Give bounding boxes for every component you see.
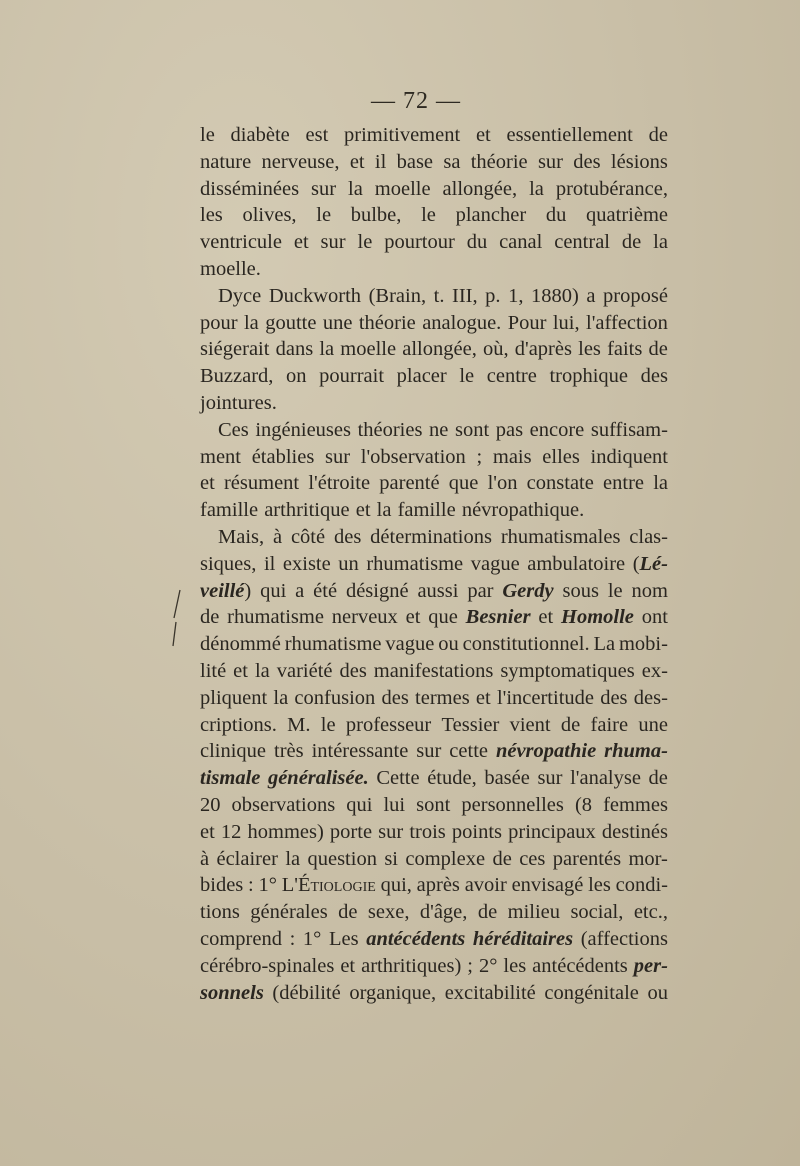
word: La — [593, 633, 616, 656]
word: l'observation — [360, 445, 466, 468]
word: d'âge, — [419, 901, 468, 924]
word: le — [316, 204, 332, 227]
word: établies — [251, 445, 315, 468]
word: de — [200, 606, 220, 629]
text-line — [200, 149, 668, 176]
word: parentés — [552, 847, 622, 870]
word: cette — [449, 740, 488, 763]
word: per- — [633, 954, 668, 977]
word: 1880) — [531, 284, 579, 307]
word: faits — [607, 338, 643, 361]
word: ; — [476, 445, 483, 468]
text-line — [200, 872, 668, 899]
word: primitivement — [344, 124, 461, 146]
word: sonnels — [200, 981, 264, 1004]
word: (débilité — [272, 981, 341, 1004]
word: Cette — [376, 767, 420, 790]
word: ambulatoire — [527, 552, 626, 575]
text-line — [200, 578, 668, 605]
word: manifestations — [373, 659, 494, 682]
word: si — [384, 847, 399, 870]
word: générales — [250, 901, 328, 924]
word: de — [477, 901, 498, 924]
text-line — [200, 229, 668, 256]
word: du — [545, 204, 567, 227]
word: et — [475, 686, 491, 709]
word: une — [322, 311, 353, 334]
word: la — [376, 499, 392, 522]
text-line — [200, 980, 668, 1007]
text-line — [200, 792, 668, 819]
word: analogue. — [422, 311, 502, 334]
word: parenté — [379, 472, 440, 495]
word: sur — [325, 445, 351, 468]
word: aussi — [417, 579, 459, 602]
text-line — [200, 899, 668, 926]
word: criptions. — [200, 713, 277, 736]
word: organique, — [349, 981, 437, 1004]
word: essentiellement — [506, 124, 633, 146]
text-line — [200, 819, 668, 846]
word: l'analyse — [570, 767, 641, 790]
word: Pour — [507, 311, 547, 334]
word: sa — [443, 150, 461, 173]
word: avoir — [464, 874, 507, 897]
word: où, — [482, 338, 509, 361]
word: 20 — [200, 793, 221, 816]
word: canal — [499, 231, 543, 254]
word: à — [272, 525, 283, 548]
word: après — [416, 874, 460, 897]
word: qui — [346, 793, 373, 816]
word: intéressante — [311, 740, 409, 763]
word: névropathie — [495, 740, 597, 763]
word: l'étroite — [308, 472, 371, 495]
word: vient — [509, 713, 551, 736]
text-line — [200, 202, 668, 229]
word: vague — [470, 552, 520, 575]
word: de — [492, 847, 512, 870]
word: Gerdy — [502, 579, 554, 602]
word: trophique — [549, 365, 629, 388]
word: on — [286, 365, 307, 388]
word: confusion — [294, 686, 376, 709]
word: (8 — [574, 793, 593, 816]
word: Ces — [218, 418, 249, 441]
word: Duckworth — [268, 284, 362, 307]
word: lésions — [610, 150, 668, 173]
word: veillé) — [200, 579, 252, 602]
word: ventricule — [200, 231, 282, 254]
word: siques, — [200, 552, 257, 575]
word: : — [289, 927, 296, 950]
word: la — [529, 177, 544, 200]
word: côté — [290, 525, 326, 548]
text-line — [200, 765, 668, 792]
word: la — [254, 659, 270, 682]
word: lui — [383, 793, 406, 816]
word: indiquent — [590, 445, 668, 468]
word: bides — [200, 874, 244, 897]
word: clinique — [200, 740, 267, 763]
word: désigné — [345, 579, 409, 602]
text-line — [200, 524, 668, 551]
word: pourrait — [319, 365, 385, 388]
word: principaux — [508, 820, 596, 843]
text-line — [200, 658, 668, 685]
word: des — [333, 525, 362, 548]
word: sont — [454, 418, 490, 441]
word: basée — [484, 767, 530, 790]
word: ; — [467, 954, 473, 977]
word: tions — [200, 901, 240, 924]
word: 1° — [258, 874, 277, 897]
word: jointures. — [200, 391, 277, 414]
word: ou — [647, 981, 668, 1004]
word: que — [428, 606, 458, 629]
word: allongée, — [402, 338, 477, 361]
word: le — [607, 579, 623, 602]
word: que — [448, 472, 479, 495]
word: dans — [275, 338, 314, 361]
word: famille — [200, 499, 259, 522]
word: (affections — [580, 927, 668, 950]
word: vague — [385, 633, 435, 656]
word: résument — [223, 472, 300, 495]
text-line — [200, 470, 668, 497]
word: sur — [416, 740, 442, 763]
word: M. — [287, 713, 311, 736]
word: arthritiques) — [361, 954, 462, 977]
word: femmes — [603, 793, 668, 816]
word: rhumatisme — [284, 633, 382, 656]
word: : — [248, 874, 254, 897]
word: Homolle — [561, 606, 634, 629]
word: le — [421, 204, 436, 227]
word: des- — [633, 686, 668, 709]
word: et — [405, 606, 421, 629]
word: etc., — [633, 901, 668, 924]
word: 12 — [220, 820, 242, 843]
word: l'incertitude — [496, 686, 594, 709]
word: pour — [200, 311, 238, 334]
word: entre — [603, 472, 645, 495]
text-line — [200, 444, 668, 471]
word: sexe, — [367, 901, 410, 924]
word: complexe — [405, 847, 486, 870]
word: par — [467, 579, 494, 602]
word: protubérance, — [555, 177, 668, 200]
word: 1° — [302, 927, 322, 950]
word: Besnier — [465, 606, 531, 629]
word: est — [305, 124, 329, 146]
word: diabète — [230, 124, 290, 146]
word: la — [348, 177, 363, 200]
word: de — [621, 231, 642, 254]
word: antécédents — [532, 954, 628, 977]
word: 1, — [508, 284, 524, 307]
word: une — [638, 713, 668, 736]
word: t. — [433, 284, 445, 307]
word: Mais, — [218, 525, 265, 548]
word: mor- — [628, 847, 668, 870]
word: le — [357, 231, 373, 254]
word: pliquent — [200, 686, 268, 709]
word: ex- — [641, 659, 668, 682]
word: envisagé — [511, 874, 584, 897]
word: (Brain, — [368, 284, 427, 307]
word: ment — [200, 445, 241, 468]
text-line — [200, 551, 668, 578]
word: elles — [542, 445, 580, 468]
word: les — [578, 338, 601, 361]
word: sur — [537, 767, 563, 790]
word: et — [340, 954, 356, 977]
word: observations — [231, 793, 336, 816]
word: condi- — [615, 874, 668, 897]
word: névropathique. — [461, 499, 585, 522]
word: question — [307, 847, 377, 870]
text-line — [200, 390, 668, 417]
word: a — [295, 579, 305, 602]
word: et — [475, 124, 491, 146]
text-line — [200, 738, 668, 765]
word: moelle — [340, 338, 397, 361]
word: sous — [562, 579, 599, 602]
word: symptomatiques — [500, 659, 635, 682]
word: des — [339, 659, 367, 682]
text-line — [200, 846, 668, 873]
word: mobi- — [618, 633, 668, 656]
word: Tessier — [441, 713, 500, 736]
word: clas- — [629, 525, 668, 548]
word: et — [538, 606, 554, 629]
word: des — [600, 686, 628, 709]
word: congénitale — [544, 981, 639, 1004]
word: nature — [200, 150, 252, 173]
word: rhuma- — [604, 740, 668, 763]
word: rhumatismales — [500, 525, 621, 548]
word: et — [349, 150, 365, 173]
word: sur — [320, 231, 346, 254]
text-line — [200, 283, 668, 310]
word: il — [374, 150, 387, 173]
word: Buzzard, — [200, 365, 274, 388]
word: ne — [429, 418, 449, 441]
text-line — [200, 363, 668, 390]
text-line — [200, 497, 668, 524]
word: de — [648, 124, 668, 146]
page-number: — 72 — — [371, 88, 461, 114]
word: la — [653, 472, 668, 495]
word: des — [640, 365, 668, 388]
word: mais — [492, 445, 532, 468]
word: qui — [260, 579, 287, 602]
word: existe — [282, 552, 331, 575]
text-line — [200, 176, 668, 203]
word: pas — [495, 418, 524, 441]
word: proposé — [603, 284, 668, 307]
word: trois — [409, 820, 446, 843]
word: le — [320, 713, 336, 736]
word: disséminées — [200, 177, 300, 200]
word: et — [293, 231, 309, 254]
word: (Lé- — [632, 552, 668, 575]
word: théorie — [470, 150, 528, 173]
body-text — [200, 122, 668, 1006]
text-line — [200, 953, 668, 980]
word: destinés — [601, 820, 668, 843]
word: et — [200, 472, 215, 495]
word: points — [451, 820, 503, 843]
text-line — [200, 122, 668, 149]
word: olives, — [242, 204, 297, 227]
word: suffisam- — [590, 418, 668, 441]
word: l'affection — [586, 311, 668, 334]
word: arthritique — [264, 499, 350, 522]
word: central — [554, 231, 610, 254]
word: tismale — [200, 767, 261, 790]
word: un — [338, 552, 359, 575]
word: éclairer — [216, 847, 278, 870]
word: très — [274, 740, 304, 763]
word: Les — [328, 927, 359, 950]
word: goutte — [265, 311, 317, 334]
word: ou — [438, 633, 459, 656]
word: la — [285, 847, 301, 870]
text-line — [200, 712, 668, 739]
word: rhumatisme — [227, 606, 324, 629]
word: L'Étiologie — [281, 874, 376, 897]
word: milieu — [507, 901, 561, 924]
word: Dyce — [218, 284, 262, 307]
word: hommes) — [247, 820, 324, 843]
word: termes — [415, 686, 470, 709]
word: il — [263, 552, 276, 575]
word: dénommé — [200, 633, 281, 656]
word: sur — [311, 177, 337, 200]
word: de — [338, 901, 358, 924]
word: sur — [378, 820, 404, 843]
word: siégerait — [200, 338, 270, 361]
word: et — [355, 499, 371, 522]
word: personnelles — [461, 793, 564, 816]
word: porte — [329, 820, 373, 843]
word: l'on — [487, 472, 518, 495]
word: p. — [485, 284, 501, 307]
word: nom — [631, 579, 668, 602]
word: des — [573, 150, 601, 173]
word: des — [381, 686, 409, 709]
word: antécédents — [366, 927, 466, 950]
word: les — [503, 954, 527, 977]
word: à — [200, 847, 210, 870]
word: déterminations — [370, 525, 492, 548]
word: allongée, — [442, 177, 518, 200]
word: la — [653, 231, 668, 254]
text-line — [200, 256, 668, 283]
word: les — [200, 204, 223, 227]
word: théories — [357, 418, 423, 441]
word: les — [588, 874, 611, 897]
word: héréditaires — [472, 927, 574, 950]
text-line — [200, 336, 668, 363]
word: la — [273, 686, 289, 709]
margin-pencil-mark — [171, 588, 183, 648]
word: encore — [529, 418, 585, 441]
word: de — [560, 713, 581, 736]
word: lui, — [552, 311, 580, 334]
word: théorie — [358, 311, 416, 334]
word: d'après — [514, 338, 572, 361]
word: moelle — [374, 177, 431, 200]
word: professeur — [345, 713, 432, 736]
word: rhumatisme — [366, 552, 464, 575]
word: étude, — [427, 767, 477, 790]
word: ingénieuses — [255, 418, 351, 441]
word: moelle. — [200, 257, 261, 280]
word: cérébro-spinales — [200, 954, 335, 977]
word: de — [648, 767, 668, 790]
word: été — [313, 579, 338, 602]
word: variété — [276, 659, 333, 682]
word: nerveux — [331, 606, 398, 629]
text-line — [200, 604, 668, 631]
word: placer — [396, 365, 447, 388]
word: centre — [486, 365, 537, 388]
word: généralisée. — [267, 767, 369, 790]
word: qui, — [380, 874, 412, 897]
word: lité — [200, 659, 227, 682]
word: quatrième — [586, 204, 668, 227]
word: pourtour — [384, 231, 455, 254]
word: plancher — [455, 204, 527, 227]
word: faire — [590, 713, 629, 736]
text-line — [200, 417, 668, 444]
word: de — [648, 338, 668, 361]
word: base — [396, 150, 434, 173]
word: ont — [641, 606, 668, 629]
word: du — [466, 231, 488, 254]
word: la — [319, 338, 335, 361]
word: bulbe, — [350, 204, 402, 227]
word: ces — [519, 847, 546, 870]
text-line — [200, 310, 668, 337]
word: III, — [452, 284, 478, 307]
word: et — [200, 820, 215, 843]
word: et — [233, 659, 248, 682]
word: constate — [526, 472, 594, 495]
text-line — [200, 926, 668, 953]
word: la — [243, 311, 259, 334]
word: a — [586, 284, 596, 307]
text-line — [200, 631, 668, 658]
word: comprend — [200, 927, 282, 950]
word: sur — [537, 150, 563, 173]
word: constitutionnel. — [462, 633, 590, 656]
text-line — [200, 685, 668, 712]
word: social, — [570, 901, 624, 924]
word: excitabilité — [444, 981, 536, 1004]
word: sont — [416, 793, 451, 816]
word: nerveuse, — [261, 150, 340, 173]
word: 2° — [478, 954, 498, 977]
word: le — [459, 365, 475, 388]
word: le — [200, 124, 215, 146]
word: famille — [397, 499, 456, 522]
